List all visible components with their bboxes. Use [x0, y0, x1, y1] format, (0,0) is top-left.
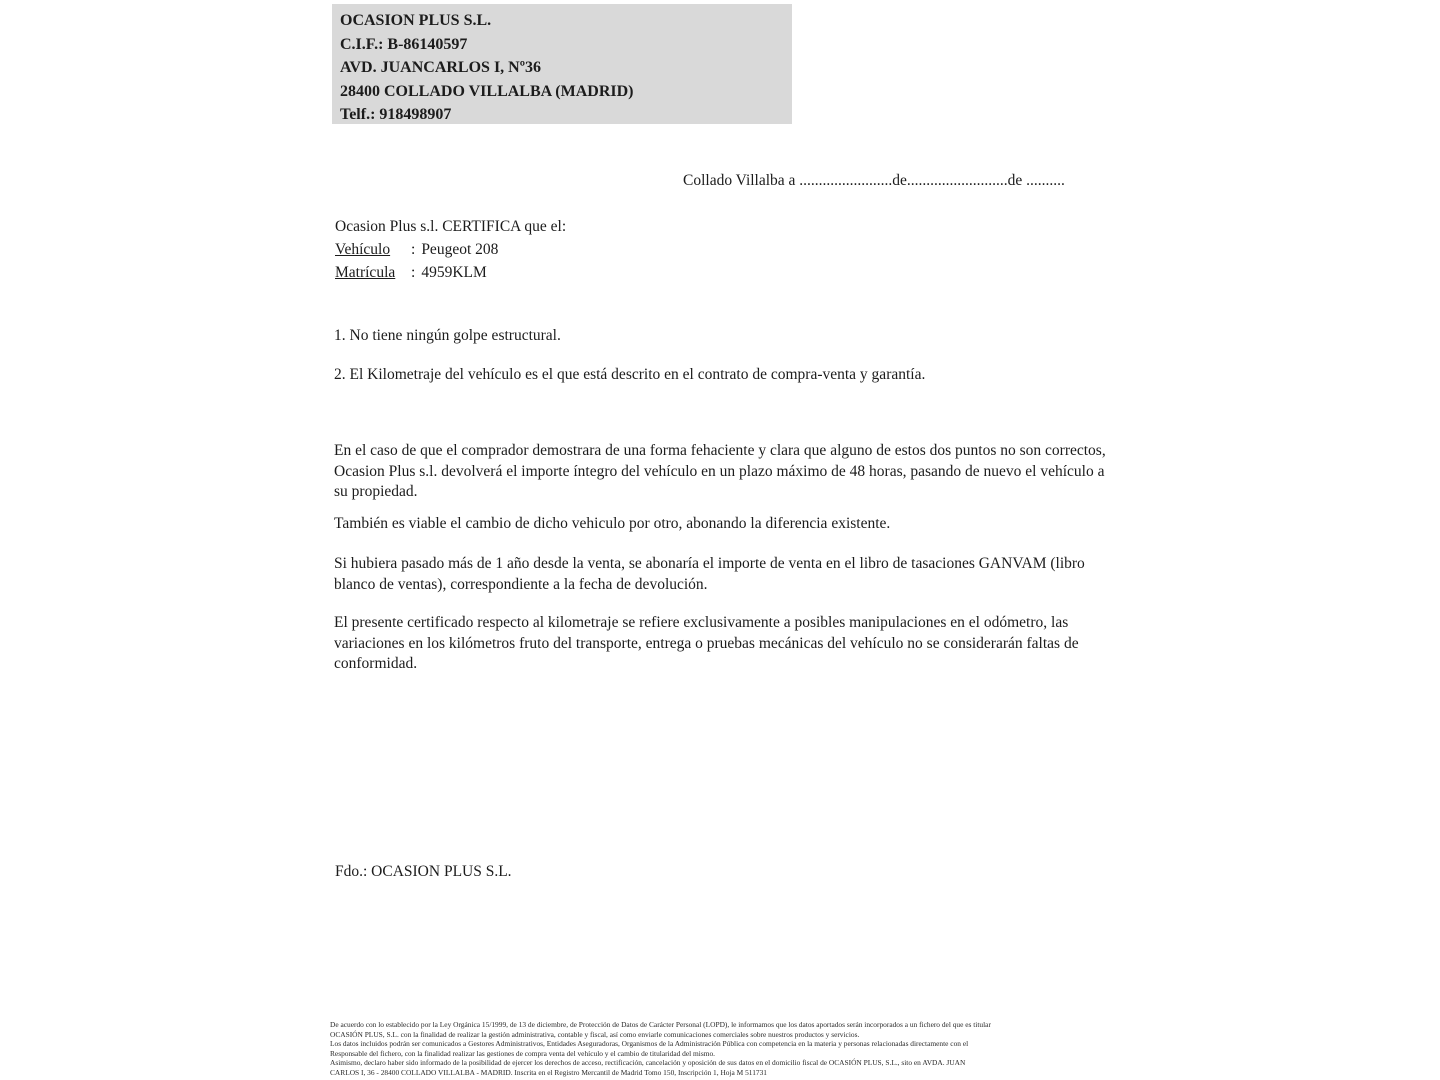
certification-intro: Ocasion Plus s.l. CERTIFICA que el:	[335, 218, 567, 235]
signature-line: Fdo.: OCASION PLUS S.L.	[335, 863, 512, 880]
paragraph-refund: En el caso de que el comprador demostrara de una forma fehaciente y clara que alguno de estos dos puntos no son correctos, Ocasion Plus s.l. devolverá el importe íntegro del vehículo en un plazo máximo de 48 horas, pasando de nuevo el vehículo a su propiedad.	[334, 442, 1106, 500]
legal-line: OCASIÓN PLUS, S.L. con la finalidad de realizar la gestión administrativa, contable y fiscal, así como enviarle comunicaciones comerciales sobre nuestros productos y servicios.	[330, 1029, 860, 1039]
field-plate	[335, 264, 487, 282]
field-vehicle-label: Vehículo	[335, 241, 391, 258]
legal-line: CARLOS I, 36 - 28400 COLLADO VILLALBA - MADRID. Inscrita en el Registro Mercantil de Madrid Tomo 150, Inscripción 1, Hoja M 511731	[330, 1067, 767, 1077]
paragraph-odometer: El presente certificado respecto al kilometraje se refiere exclusivamente a posibles manipulaciones en el odómetro, las variaciones en los kilómetros fruto del transporte, entrega o pruebas mecánicas del vehículo no se considerarán faltas de conformidad.	[334, 614, 1079, 672]
legal-line: Responsable del fichero, con la finalidad realizar las gestiones de compra venta del vehículo y el cambio de titularidad del mismo.	[330, 1048, 716, 1058]
company-phone: Telf.: 918498907	[340, 106, 452, 123]
paragraph-exchange: También es viable el cambio de dicho vehiculo por otro, abonando la diferencia existente.	[334, 515, 891, 532]
clause-structural: 1. No tiene ningún golpe estructural.	[334, 327, 561, 344]
field-plate-colon: :	[411, 264, 416, 281]
field-plate-value: 4959KLM	[421, 264, 487, 281]
legal-line: Asimismo, declaro haber sido informado de la posibilidad de ejercer los derechos de acceso, rectificación, cancelación y oposición de sus datos en el domicilio fiscal de OCASIÓN PLUS, S.L., sito en AVDA. JUAN	[330, 1058, 966, 1068]
field-vehicle-value: Peugeot 208	[421, 241, 499, 258]
paragraph-ganvam: Si hubiera pasado más de 1 año desde la venta, se abonaría el importe de venta en el libro de tasaciones GANVAM (libro blanco de ventas), correspondiente a la fecha de devolución.	[334, 555, 1085, 593]
company-city: 28400 COLLADO VILLALBA (MADRID)	[340, 82, 634, 100]
company-cif: C.I.F.: B-86140597	[340, 35, 468, 53]
legal-line: Los datos incluidos podrán ser comunicados a Gestores Administrativos, Entidades Aseguradoras, Organismos de la Administración Pública con competencia en la materia y personas relacionadas directamente con el	[330, 1039, 969, 1049]
company-address: AVD. JUANCARLOS I, Nº36	[340, 59, 542, 76]
field-plate-label: Matrícula	[335, 264, 396, 281]
company-letterhead	[332, 4, 792, 124]
date-line: Collado Villalba a ........................de..........................de ..........	[683, 172, 1065, 189]
legal-line: De acuerdo con lo establecido por la Ley Orgánica 15/1999, de 13 de diciembre, de Protección de Datos de Carácter Personal (LOPD), le informamos que los datos aportados serán incorporados a un fichero del que es titular	[330, 1020, 991, 1029]
field-vehicle-colon: :	[411, 241, 416, 258]
clause-mileage: 2. El Kilometraje del vehículo es el que está descrito en el contrato de compra-venta y garantía.	[334, 366, 926, 383]
legal-footer	[330, 1020, 1120, 1078]
field-vehicle	[335, 241, 498, 259]
company-name: OCASION PLUS S.L.	[340, 12, 492, 29]
